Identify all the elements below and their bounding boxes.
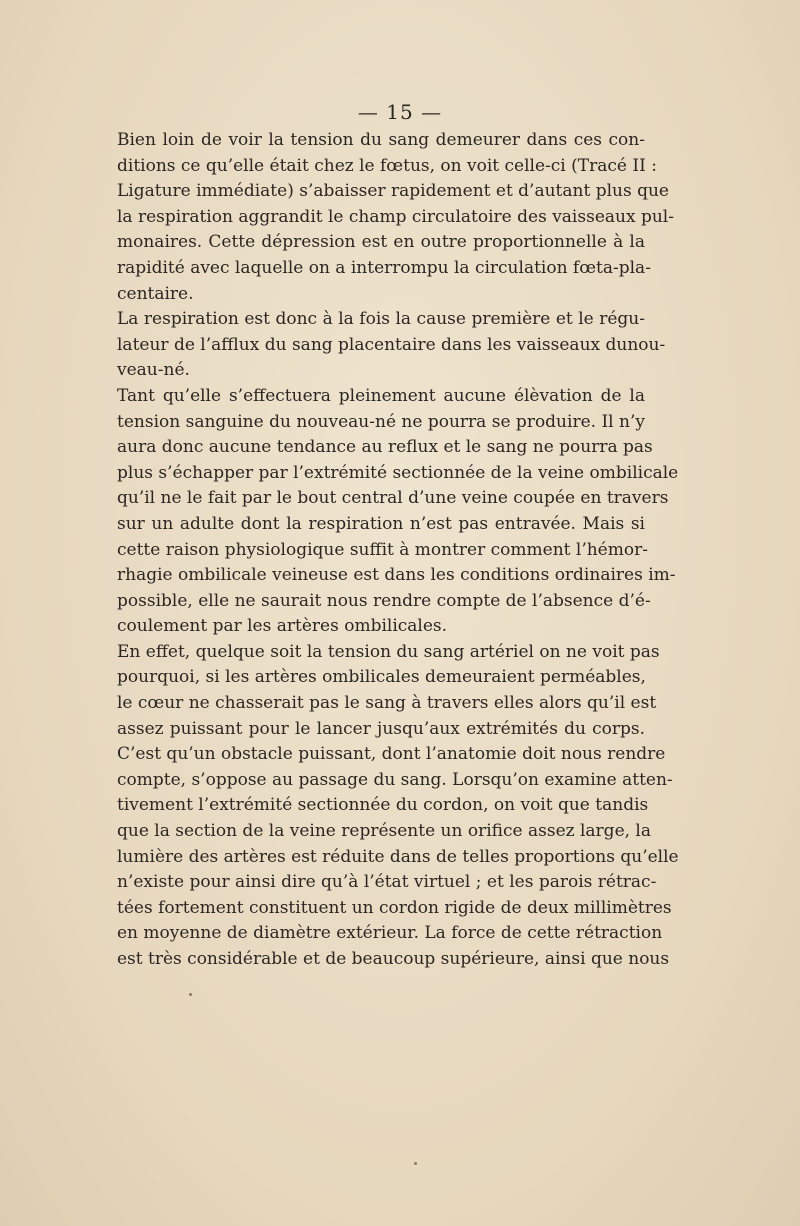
- text-line: tées fortement constituent un cordon rigide de deux millimètres: [117, 897, 672, 918]
- text-line: coulement par les artères ombilicales.: [117, 616, 448, 637]
- text-line: C’est qu’un obstacle puissant, dont l’anatomie doit nous rendre: [117, 744, 666, 765]
- text-line: est très considérable et de beaucoup supérieure, ainsi que nous: [117, 949, 670, 969]
- text-line: Bien loin de voir la tension du sang demeurer dans ces con-: [117, 130, 645, 150]
- text-line: cette raison physiologique suffit à montrer comment l’hémor-: [117, 539, 648, 560]
- paper-speck: [414, 1162, 417, 1165]
- text-line: La respiration est donc à la fois la cause première et le régu-: [117, 309, 645, 330]
- text-line: Tant qu’elle s’effectuera pleinement aucune élèvation de la: [117, 385, 645, 406]
- text-line: que la section de la veine représente un orifice assez large, la: [117, 821, 652, 842]
- text-line: qu’il ne le fait par le bout central d’une veine coupée en travers: [117, 488, 669, 509]
- text-line: centaire.: [117, 283, 194, 304]
- text-line: rapidité avec laquelle on a interrompu la circulation fœta-pla-: [117, 257, 651, 278]
- text-line: pourquoi, si les artères ombilicales demeuraient perméables,: [117, 667, 646, 688]
- text-line: tension sanguine du nouveau-né ne pourra se produire. Il n’y: [117, 411, 645, 432]
- text-line: lumière des artères est réduite dans de telles proportions qu’elle: [117, 846, 679, 867]
- body-text: [117, 128, 679, 973]
- text-line: lateur de l’afflux du sang placentaire dans les vaisseaux dunou-: [117, 334, 666, 355]
- text-line: compte, s’oppose au passage du sang. Lorsqu’on examine atten-: [117, 769, 673, 790]
- text-line: monaires. Cette dépression est en outre proportionnelle à la: [117, 232, 645, 253]
- paper-speck: [189, 993, 192, 996]
- text-line: assez puissant pour le lancer jusqu’aux extrémités du corps.: [117, 718, 645, 739]
- text-line: sur un adulte dont la respiration n’est pas entravée. Mais si: [117, 513, 645, 534]
- text-line: la respiration aggrandit le champ circulatoire des vaisseaux pul-: [117, 206, 674, 227]
- text-line: rhagie ombilicale veineuse est dans les conditions ordinaires im-: [117, 565, 676, 586]
- text-line: plus s’échapper par l’extrémité sectionnée de la veine ombilicale: [117, 462, 679, 483]
- text-line: n’existe pour ainsi dire qu’à l’état virtuel ; et les parois rétrac-: [117, 872, 657, 893]
- text-line: veau-né.: [117, 360, 190, 381]
- page-number: — 15 —: [357, 100, 443, 124]
- text-line: le cœur ne chasserait pas le sang à travers elles alors qu’il est: [117, 693, 657, 714]
- text-line: possible, elle ne saurait nous rendre compte de l’absence d’é-: [117, 590, 651, 611]
- text-line: Ligature immédiate) s’abaisser rapidement et d’autant plus que: [117, 181, 669, 202]
- text-line: tivement l’extrémité sectionnée du cordon, on voit que tandis: [117, 795, 649, 816]
- text-line: aura donc aucune tendance au reflux et le sang ne pourra pas: [117, 437, 653, 458]
- text-line: ditions ce qu’elle était chez le fœtus, on voit celle-ci (Tracé II :: [117, 155, 657, 176]
- text-line: En effet, quelque soit la tension du sang artériel on ne voit pas: [117, 641, 660, 662]
- text-line: en moyenne de diamètre extérieur. La force de cette rétraction: [117, 923, 663, 944]
